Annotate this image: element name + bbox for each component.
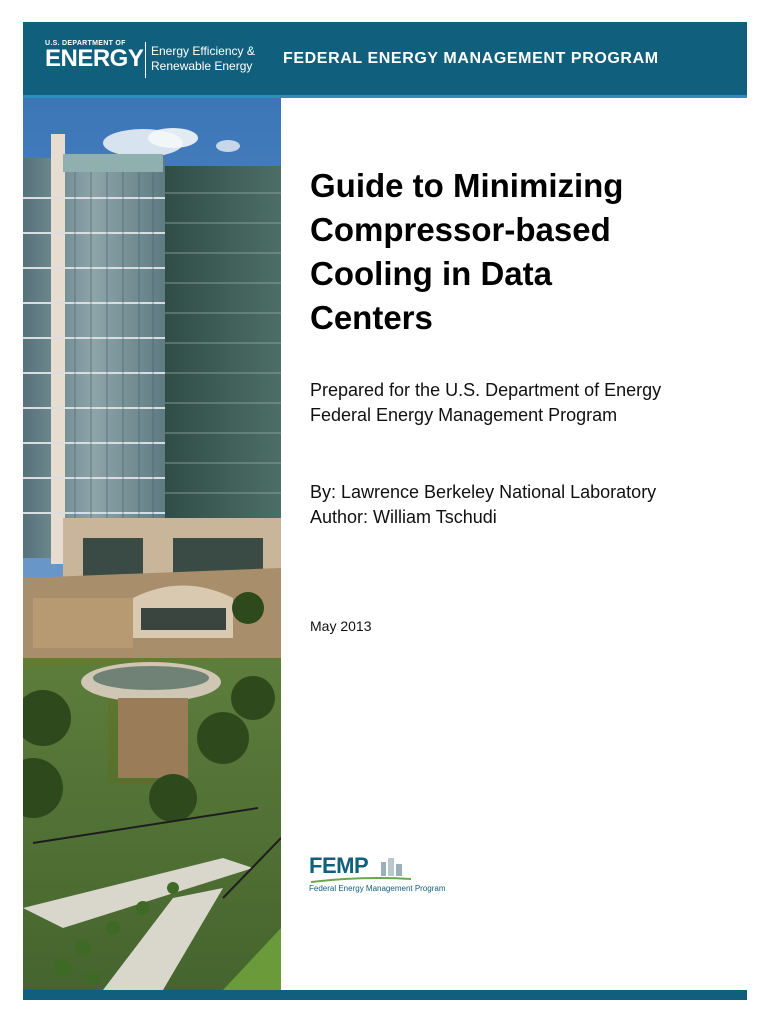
doe-logo — [45, 40, 143, 70]
title-line-3: Cooling in Data — [310, 255, 552, 292]
authorship — [310, 480, 730, 530]
femp-swoosh-icon — [311, 876, 411, 884]
prepared-line-1: Prepared for the U.S. Department of Energy — [310, 380, 662, 400]
eere-office-label — [151, 44, 255, 74]
footer-bar — [23, 990, 747, 1000]
femp-subtitle: Federal Energy Management Program — [309, 884, 446, 893]
femp-wordmark: FEMP — [309, 853, 369, 878]
logo-divider — [145, 42, 146, 78]
eere-line-2: Renewable Energy — [151, 59, 253, 73]
femp-logo — [309, 854, 446, 894]
eere-line-1: Energy Efficiency & — [151, 44, 255, 58]
document-title — [310, 164, 730, 340]
femp-buildings-icon — [379, 856, 405, 876]
publication-date: May 2013 — [310, 618, 372, 634]
author-line: Author: William Tschudi — [310, 507, 497, 527]
by-line: By: Lawrence Berkeley National Laboratory — [310, 482, 657, 502]
prepared-for — [310, 378, 730, 428]
title-line-1: Guide to Minimizing — [310, 167, 624, 204]
doe-logo-small-text: U.S. DEPARTMENT OF — [45, 40, 126, 47]
prepared-line-2: Federal Energy Management Program — [310, 405, 618, 425]
title-line-2: Compressor-based — [310, 211, 611, 248]
doe-logo-big-text: ENERGY — [45, 45, 144, 72]
header-bar — [23, 22, 747, 98]
program-title: FEDERAL ENERGY MANAGEMENT PROGRAM — [283, 50, 659, 67]
cover-page — [23, 22, 747, 1000]
title-line-4: Centers — [310, 299, 433, 336]
cover-photo — [23, 98, 281, 990]
